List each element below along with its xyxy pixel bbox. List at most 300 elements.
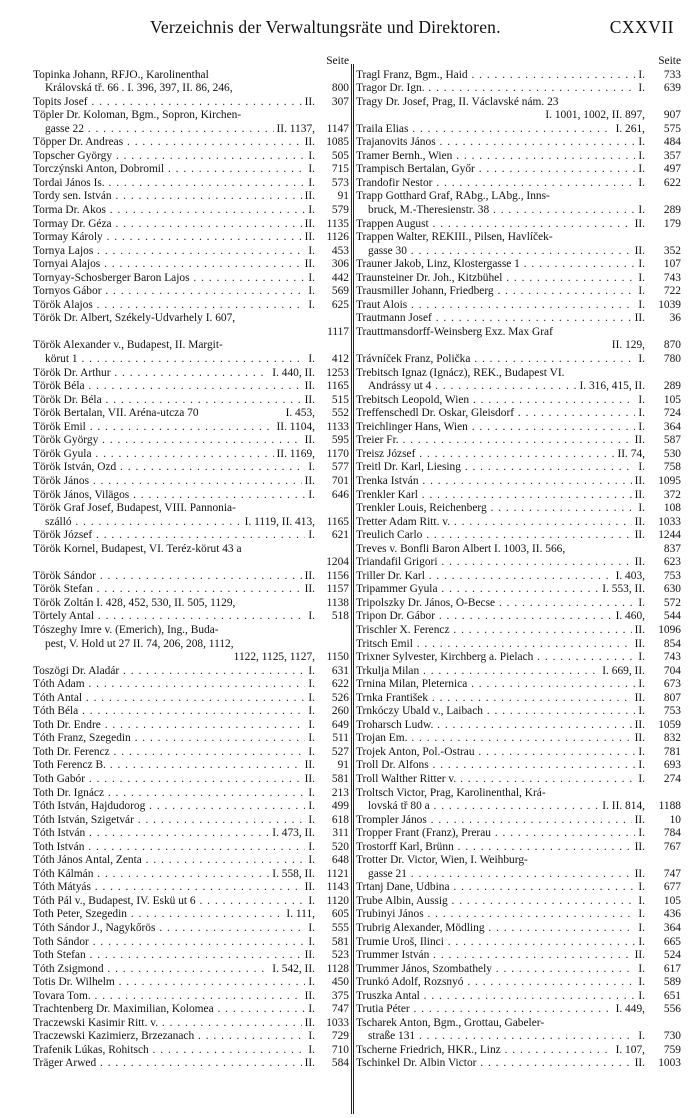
entry-page: 575 bbox=[663, 122, 681, 135]
entry-name bbox=[33, 868, 315, 882]
entry-volume-ref: I. bbox=[305, 204, 315, 218]
entry-page: 646 bbox=[331, 488, 349, 501]
entry-page: 1033 bbox=[658, 515, 681, 528]
index-entry bbox=[33, 516, 349, 530]
entry-text: Török József bbox=[33, 529, 93, 542]
entry-name bbox=[33, 949, 315, 963]
index-entry bbox=[33, 231, 349, 245]
entry-name bbox=[356, 218, 645, 232]
entry-page: 1121 bbox=[326, 867, 349, 880]
entry-name bbox=[356, 353, 645, 367]
entry-page: 484 bbox=[663, 136, 681, 149]
entry-page: 552 bbox=[331, 407, 349, 420]
entry-volume-ref: I. bbox=[635, 258, 645, 272]
index-entry bbox=[356, 665, 681, 679]
seite-label: Seite bbox=[658, 55, 681, 67]
entry-name bbox=[356, 949, 645, 963]
entry-text: Tscharek Anton, Bgm., Grottau, Gabeler- bbox=[356, 1016, 545, 1029]
index-entry bbox=[356, 624, 681, 638]
entry-name bbox=[33, 976, 315, 990]
entry-volume-ref: I. bbox=[635, 285, 645, 299]
entry-page: 91 bbox=[337, 190, 349, 203]
entry-page: 1039 bbox=[658, 298, 681, 311]
entry-volume-ref: I. bbox=[305, 245, 315, 259]
entry-text: Trojan Em. bbox=[356, 732, 408, 745]
entry-name bbox=[356, 868, 645, 882]
entry-volume-ref: I. bbox=[305, 163, 315, 177]
entry-name bbox=[356, 163, 645, 177]
entry-volume-ref: I. bbox=[635, 299, 645, 313]
entry-volume-ref: I. bbox=[305, 610, 315, 624]
index-entry bbox=[33, 556, 349, 570]
entry-volume-ref: I. bbox=[635, 705, 645, 719]
entry-text: Treier Fr. bbox=[356, 434, 399, 447]
entry-page: 523 bbox=[331, 949, 349, 962]
index-entry bbox=[33, 163, 349, 177]
entry-name bbox=[356, 380, 645, 394]
entry-page: 357 bbox=[663, 149, 681, 162]
entry-text: Tornyay-Schosberger Baron Lajos bbox=[33, 271, 190, 284]
entry-name bbox=[356, 773, 645, 787]
index-entry bbox=[356, 516, 681, 530]
entry-volume-ref: II. bbox=[632, 434, 645, 448]
index-entry bbox=[356, 367, 681, 381]
entry-text: Török Dr. Arthur bbox=[33, 366, 111, 379]
entry-text: pest, V. Hold ut 27 II. 74, 206, 208, 1112, bbox=[45, 637, 234, 650]
entry-page: 306 bbox=[331, 258, 349, 271]
index-entry bbox=[33, 1044, 349, 1058]
entry-text: Tóth Mátyás bbox=[33, 881, 91, 894]
entry-volume-ref: I. 460, bbox=[613, 610, 645, 624]
index-entry bbox=[356, 109, 681, 123]
entry-page: 584 bbox=[331, 1057, 349, 1070]
entry-volume-ref: I. bbox=[305, 353, 315, 367]
entry-page: 1165 bbox=[326, 515, 349, 528]
entry-text: Török Alajos bbox=[33, 298, 93, 311]
entry-volume-ref: I. 261, bbox=[613, 123, 645, 137]
entry-text: Tripolszky Dr. János, Ó-Becse bbox=[356, 596, 496, 609]
entry-text: Trenkler Louis, Reichenberg bbox=[356, 502, 487, 515]
entry-name bbox=[356, 543, 645, 557]
entry-name bbox=[33, 339, 315, 353]
entry-name bbox=[33, 299, 315, 313]
entry-page: 311 bbox=[332, 827, 349, 840]
entry-volume-ref: I. II. 814, bbox=[599, 800, 645, 814]
index-entry bbox=[356, 746, 681, 760]
entry-text: Török Stefan bbox=[33, 583, 93, 596]
entry-text: Královská tř. 66 . I. 396, 397, II. 86, 246, bbox=[45, 82, 233, 95]
entry-name bbox=[33, 123, 315, 137]
index-entry bbox=[356, 868, 681, 882]
index-entry bbox=[33, 299, 349, 313]
entry-page: 1253 bbox=[326, 366, 349, 379]
entry-name bbox=[33, 908, 315, 922]
entry-text: Trostorff Karl, Brünn bbox=[356, 840, 454, 853]
entry-text: körut 1 bbox=[45, 353, 78, 366]
entry-name bbox=[356, 746, 645, 760]
entry-page: 581 bbox=[331, 772, 349, 785]
entry-page: 274 bbox=[663, 772, 681, 785]
entry-page: 372 bbox=[663, 488, 681, 501]
entry-volume-ref: I. bbox=[305, 529, 315, 543]
entry-text: Trubinyi János bbox=[356, 908, 424, 921]
index-entry bbox=[356, 543, 681, 557]
entry-page: 651 bbox=[663, 989, 681, 1002]
index-entry bbox=[33, 272, 349, 286]
entry-name bbox=[33, 990, 315, 1004]
entry-page: 784 bbox=[663, 827, 681, 840]
entry-page: 579 bbox=[331, 204, 349, 217]
entry-volume-ref: I. bbox=[305, 841, 315, 855]
entry-page: 412 bbox=[331, 353, 349, 366]
entry-page: 307 bbox=[331, 95, 349, 108]
index-entry bbox=[33, 570, 349, 584]
index-entry bbox=[356, 597, 681, 611]
entry-page: 107 bbox=[663, 258, 681, 271]
index-entry bbox=[356, 976, 681, 990]
entry-name bbox=[33, 82, 315, 96]
index-entry bbox=[356, 800, 681, 814]
entry-name bbox=[356, 367, 645, 381]
entry-volume-ref: II. bbox=[632, 556, 645, 570]
entry-volume-ref: II. bbox=[632, 245, 645, 259]
entry-volume-ref: I. 111, bbox=[283, 908, 315, 922]
entry-page: 649 bbox=[331, 718, 349, 731]
entry-volume-ref: I. bbox=[305, 678, 315, 692]
entry-text: Trauttmansdorff-Weinsberg Exz. Max Graf bbox=[356, 325, 553, 338]
entry-volume-ref: I. bbox=[635, 895, 645, 909]
entry-page: 729 bbox=[331, 1030, 349, 1043]
entry-text: Troll Walther Ritter v. bbox=[356, 772, 457, 785]
entry-text: Trutia Péter bbox=[356, 1003, 410, 1016]
index-entry bbox=[33, 394, 349, 408]
entry-text: Trauner Jakob, Linz, Klostergasse 1 bbox=[356, 258, 520, 271]
entry-text: Traczewski Kazimierz, Brzezanach bbox=[33, 1030, 195, 1043]
entry-name bbox=[33, 1030, 315, 1044]
entry-page: 1128 bbox=[326, 962, 349, 975]
entry-text: Trappen Walter, REKIII., Pilsen, Havlíček- bbox=[356, 231, 553, 244]
entry-text: Török Bertalan, VII. Aréna-utcza 70 bbox=[33, 407, 199, 420]
entry-volume-ref: II. bbox=[632, 1057, 645, 1071]
index-entry bbox=[356, 570, 681, 584]
entry-page: 515 bbox=[331, 393, 349, 406]
index-entry bbox=[356, 421, 681, 435]
entry-text: I. 1001, 1002, II. 897, bbox=[545, 109, 645, 122]
entry-name bbox=[33, 692, 315, 706]
entry-name bbox=[33, 1044, 315, 1058]
entry-text: Tormay Károly bbox=[33, 231, 103, 244]
entry-page: 573 bbox=[331, 176, 349, 189]
entry-volume-ref: I. 403, bbox=[613, 570, 645, 584]
entry-name bbox=[33, 963, 315, 977]
entry-volume-ref: I. bbox=[635, 69, 645, 83]
index-entry bbox=[33, 475, 349, 489]
entry-page: 677 bbox=[663, 881, 681, 894]
index-entry bbox=[33, 800, 349, 814]
index-entry bbox=[356, 787, 681, 801]
entry-text: gasse 30 bbox=[368, 244, 407, 257]
entry-name bbox=[356, 312, 645, 326]
entry-volume-ref: I. bbox=[305, 922, 315, 936]
entry-volume-ref: II. bbox=[632, 732, 645, 746]
entry-volume-ref: I. bbox=[635, 678, 645, 692]
entry-name bbox=[33, 610, 315, 624]
index-entry bbox=[33, 963, 349, 977]
entry-text: Török Sándor bbox=[33, 569, 96, 582]
index-entry bbox=[33, 949, 349, 963]
entry-text: Truszka Antal bbox=[356, 989, 420, 1002]
index-entry bbox=[33, 1017, 349, 1031]
entry-name bbox=[33, 394, 315, 408]
entry-page: 759 bbox=[663, 1043, 681, 1056]
entry-volume-ref: I. 473, II. bbox=[269, 827, 315, 841]
entry-text: II. 129, bbox=[611, 339, 645, 352]
entry-volume-ref: II. bbox=[632, 312, 645, 326]
entry-name bbox=[356, 895, 645, 909]
entry-page: 450 bbox=[331, 976, 349, 989]
entry-text: Törtely Antal bbox=[33, 610, 95, 623]
entry-text: Tramer Bernh., Wien bbox=[356, 149, 453, 162]
entry-text: Trojek Anton, Pol.-Ostrau bbox=[356, 745, 475, 758]
index-entry bbox=[33, 624, 349, 638]
entry-page: 623 bbox=[663, 556, 681, 569]
entry-name bbox=[356, 854, 645, 868]
entry-page: 780 bbox=[663, 353, 681, 366]
entry-name bbox=[356, 624, 645, 638]
entry-page: 1126 bbox=[326, 231, 349, 244]
entry-volume-ref: I. 1119, II. 413, bbox=[242, 516, 315, 530]
entry-volume-ref: II. bbox=[302, 434, 315, 448]
index-entry bbox=[33, 692, 349, 706]
index-entry bbox=[356, 326, 681, 340]
entry-page: 618 bbox=[331, 813, 349, 826]
entry-text: Totis Dr. Wilhelm bbox=[33, 976, 115, 989]
entry-page: 453 bbox=[331, 244, 349, 257]
entry-page: 36 bbox=[669, 312, 681, 325]
entry-text: Török János bbox=[33, 474, 89, 487]
entry-text: Trappen August bbox=[356, 217, 429, 230]
index-entry bbox=[356, 204, 681, 218]
entry-text: Tornya Lajos bbox=[33, 244, 94, 257]
entry-text: Treffenschedl Dr. Oskar, Gleisdorf bbox=[356, 407, 515, 420]
index-entry bbox=[33, 583, 349, 597]
right-column bbox=[356, 55, 681, 1071]
entry-text: Trajanovits János bbox=[356, 136, 436, 149]
index-entry bbox=[356, 434, 681, 448]
entry-page: 589 bbox=[663, 976, 681, 989]
entry-volume-ref: II. bbox=[302, 881, 315, 895]
entry-text: Trkulja Milan bbox=[356, 664, 420, 677]
entry-text: Trampisch Bertalan, Győr bbox=[356, 163, 475, 176]
entry-page: 1147 bbox=[326, 122, 349, 135]
entry-text: Trtanj Dane, Udbina bbox=[356, 881, 450, 894]
index-entry bbox=[356, 475, 681, 489]
entry-name bbox=[33, 814, 315, 828]
index-entry bbox=[33, 827, 349, 841]
entry-volume-ref: II. bbox=[302, 475, 315, 489]
entry-text: Török Dr. Béla bbox=[33, 393, 102, 406]
entry-text: Tóth Antal bbox=[33, 691, 83, 704]
entry-name bbox=[33, 312, 315, 326]
entry-volume-ref: II. bbox=[302, 1057, 315, 1071]
entry-volume-ref: I. 542, II. bbox=[269, 963, 315, 977]
entry-page: 524 bbox=[663, 949, 681, 962]
entry-text: Trischler X. Ferencz bbox=[356, 623, 450, 636]
entry-name bbox=[356, 651, 645, 665]
index-entry bbox=[356, 163, 681, 177]
index-entry bbox=[33, 922, 349, 936]
entry-page: 544 bbox=[663, 610, 681, 623]
entry-text: Tószeghy Imre v. (Emerich), Ing., Buda- bbox=[33, 623, 219, 636]
entry-text: Tornyos Gábor bbox=[33, 285, 102, 298]
index-entry bbox=[33, 529, 349, 543]
entry-page: 375 bbox=[331, 989, 349, 1002]
entry-text: Tóth István, Szigetvár bbox=[33, 813, 134, 826]
entry-page: 289 bbox=[663, 380, 681, 393]
entry-volume-ref: I. bbox=[635, 746, 645, 760]
entry-text: Traut Alois bbox=[356, 298, 408, 311]
entry-text: Trenkler Karl bbox=[356, 488, 418, 501]
entry-name bbox=[33, 136, 315, 150]
entry-volume-ref: I. bbox=[635, 177, 645, 191]
entry-text: Török János, Vilägos bbox=[33, 488, 130, 501]
index-entry bbox=[356, 136, 681, 150]
entry-name bbox=[356, 692, 645, 706]
entry-name bbox=[356, 827, 645, 841]
entry-text: Tormay Dr. Géza bbox=[33, 217, 112, 230]
entry-name bbox=[356, 326, 645, 340]
entry-volume-ref: II. bbox=[302, 990, 315, 1004]
entry-name bbox=[33, 434, 315, 448]
entry-text: Tragor Dr. Ign. bbox=[356, 82, 425, 95]
entry-volume-ref: I. bbox=[635, 1030, 645, 1044]
entry-text: bruck, M.-Theresienstr. 38 bbox=[368, 204, 490, 217]
entry-volume-ref: II. 1169, bbox=[274, 448, 316, 462]
entry-text: Török István, Ozd bbox=[33, 461, 117, 474]
index-entry bbox=[356, 353, 681, 367]
index-entry bbox=[33, 421, 349, 435]
entry-text: Toth Gabór bbox=[33, 772, 86, 785]
entry-volume-ref: II. bbox=[632, 624, 645, 638]
entry-page: 518 bbox=[331, 610, 349, 623]
entry-text: Trunkó Adolf, Rozsnyó bbox=[356, 976, 464, 989]
entry-name bbox=[356, 814, 645, 828]
index-entry bbox=[356, 990, 681, 1004]
index-entry bbox=[356, 692, 681, 706]
entry-text: Tovara Tom. bbox=[33, 989, 91, 1002]
index-entry bbox=[356, 922, 681, 936]
entry-page: 364 bbox=[663, 922, 681, 934]
entry-volume-ref: I. bbox=[635, 272, 645, 286]
entry-volume-ref: I. bbox=[305, 461, 315, 475]
entry-volume-ref: I. bbox=[635, 353, 645, 367]
entry-volume-ref: I. bbox=[635, 461, 645, 475]
index-entry bbox=[33, 407, 349, 421]
index-entry bbox=[356, 529, 681, 543]
index-entry bbox=[356, 150, 681, 164]
entry-page: 1085 bbox=[326, 136, 349, 149]
entry-text: Treulich Carlo bbox=[356, 529, 423, 542]
entry-text: Trubrig Alexander, Mödling bbox=[356, 922, 485, 934]
entry-text: Töpper Dr. Andreas bbox=[33, 136, 124, 149]
entry-volume-ref: I. bbox=[635, 394, 645, 408]
entry-volume-ref: I. bbox=[635, 936, 645, 950]
entry-text: Trixner Sylvester, Kirchberg a. Pielach bbox=[356, 651, 534, 664]
entry-volume-ref: I. bbox=[635, 922, 645, 936]
index-entry bbox=[356, 759, 681, 773]
entry-page: 693 bbox=[663, 759, 681, 772]
entry-text: Treves v. Bonfli Baron Albert I. 1003, II. 566, bbox=[356, 542, 566, 555]
index-entry bbox=[33, 908, 349, 922]
entry-name bbox=[356, 190, 645, 204]
entry-text: Tóth Kálmán bbox=[33, 867, 94, 880]
entry-name bbox=[356, 529, 645, 543]
entry-text: Toth Peter, Szegedin bbox=[33, 908, 127, 921]
entry-volume-ref: II. bbox=[302, 218, 315, 232]
entry-name bbox=[33, 936, 315, 950]
entry-page: 625 bbox=[331, 298, 349, 311]
entry-volume-ref: II. bbox=[302, 1017, 315, 1031]
entry-text: Tóth Sándor J., Nagykőrös bbox=[33, 922, 156, 934]
entry-name bbox=[356, 556, 645, 570]
index-entry bbox=[33, 448, 349, 462]
entry-page: 781 bbox=[663, 745, 681, 758]
entry-page: 622 bbox=[331, 678, 349, 691]
entry-volume-ref: I. bbox=[305, 489, 315, 503]
entry-volume-ref: I. bbox=[305, 1030, 315, 1044]
index-entry bbox=[33, 1030, 349, 1044]
entry-name bbox=[356, 1030, 645, 1044]
entry-text: Trotter Dr. Victor, Wien, I. Weihburg- bbox=[356, 854, 528, 867]
entry-volume-ref: I. bbox=[635, 963, 645, 977]
index-entry bbox=[33, 285, 349, 299]
entry-page: 572 bbox=[663, 596, 681, 609]
index-entry bbox=[356, 96, 681, 110]
index-entry bbox=[356, 258, 681, 272]
entry-name bbox=[33, 1003, 315, 1017]
index-entry bbox=[356, 177, 681, 191]
entry-volume-ref: I. bbox=[305, 1044, 315, 1058]
entry-text: szálló bbox=[45, 515, 72, 528]
index-entry bbox=[356, 841, 681, 855]
entry-name bbox=[33, 502, 315, 516]
entry-name bbox=[33, 163, 315, 177]
entry-volume-ref: I. bbox=[305, 719, 315, 733]
entry-name bbox=[33, 922, 315, 936]
entry-name bbox=[356, 258, 645, 272]
index-entry bbox=[356, 448, 681, 462]
index-entry bbox=[33, 136, 349, 150]
entry-name bbox=[33, 678, 315, 692]
entry-text: Topinka Johann, RFJO., Karolinenthal bbox=[33, 68, 209, 81]
entry-page: 837 bbox=[663, 542, 681, 555]
entry-page: 639 bbox=[663, 82, 681, 95]
entry-name bbox=[33, 285, 315, 299]
entry-text: Tripammer Gyula bbox=[356, 583, 438, 596]
index-entry bbox=[33, 367, 349, 381]
entry-page: 870 bbox=[663, 339, 681, 352]
entry-volume-ref: I. bbox=[635, 82, 645, 96]
index-entry bbox=[356, 245, 681, 259]
index-entry bbox=[356, 1017, 681, 1031]
entry-name bbox=[33, 570, 315, 584]
entry-text: Toth Dr. Ferencz bbox=[33, 745, 110, 758]
index-entry bbox=[33, 936, 349, 950]
entry-name bbox=[356, 516, 645, 530]
entry-name bbox=[356, 502, 645, 516]
entry-volume-ref: I. bbox=[305, 272, 315, 286]
entry-volume-ref: I. 316, 415, II. bbox=[577, 380, 646, 394]
